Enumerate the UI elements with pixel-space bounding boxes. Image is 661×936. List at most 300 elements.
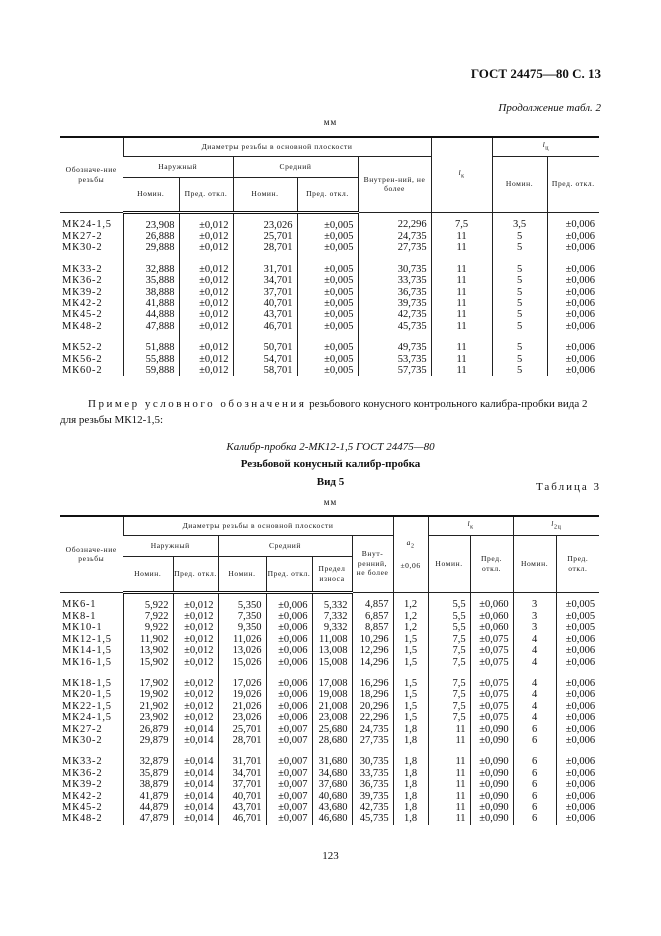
table-cell: ±0,007 xyxy=(266,813,312,824)
table-cell: 19,902 xyxy=(123,689,173,700)
table-cell: ±0,006 xyxy=(547,342,599,353)
table-cell: 7,5 xyxy=(428,689,470,700)
table-cell: 7,5 xyxy=(428,645,470,656)
table-cell: 11,902 xyxy=(123,634,173,645)
thread-designation: МК8-1 xyxy=(62,610,97,622)
thread-designation: МК20-1,5 xyxy=(62,689,112,701)
group-spacer xyxy=(60,254,599,264)
unit-label: мм xyxy=(323,117,338,127)
table-cell: 7,5 xyxy=(428,712,470,723)
table-cell: 31,701 xyxy=(218,756,266,767)
table-cell: 59,888 xyxy=(123,365,179,376)
table-cell: ±0,006 xyxy=(547,231,599,242)
table-cell: 6 xyxy=(513,779,556,790)
table-cell: 1,8 xyxy=(393,756,428,767)
col-outer-dev: Пред. откл. xyxy=(173,556,218,592)
table-cell: 21,026 xyxy=(218,701,266,712)
table-cell: 1,8 xyxy=(393,802,428,813)
table-cell: 9,922 xyxy=(123,622,173,633)
table-cell: 51,888 xyxy=(123,342,179,353)
col-outer-nom: Номин. xyxy=(123,556,173,592)
table-cell: 7,350 xyxy=(218,611,266,622)
table-cell: 40,680 xyxy=(312,791,352,802)
table-cell: 25,680 xyxy=(312,724,352,735)
col-inner: Внутрен-ний, не более xyxy=(358,156,431,212)
table-cell: 3,5 xyxy=(492,212,547,231)
thread-designation: МК56-2 xyxy=(62,353,103,365)
table-cell: 5,332 xyxy=(312,592,352,611)
table-row xyxy=(60,712,599,723)
table-cell: ±0,006 xyxy=(266,657,312,668)
table-cell: ±0,006 xyxy=(556,735,599,746)
table-cell: ±0,012 xyxy=(179,298,233,309)
thread-designation: МК42-2 xyxy=(62,790,103,802)
thread-designation: МК33-2 xyxy=(62,756,103,768)
table-cell: 3 xyxy=(513,622,556,633)
table-cell: ±0,090 xyxy=(470,724,513,735)
table-cell: 21,008 xyxy=(312,701,352,712)
table-cell: ±0,090 xyxy=(470,768,513,779)
thread-designation: МК48-2 xyxy=(62,320,103,332)
section-title: Резьбовой конусный калибр-пробка Вид 5 xyxy=(240,458,421,488)
table-cell: ±0,006 xyxy=(547,275,599,286)
table-cell: 18,296 xyxy=(352,689,393,700)
table-row xyxy=(60,611,599,622)
table-cell: ±0,006 xyxy=(556,791,599,802)
table-cell: ±0,012 xyxy=(173,712,218,723)
thread-designation: МК45-2 xyxy=(62,802,103,813)
table-row xyxy=(60,354,599,365)
table-cell: ±0,006 xyxy=(556,678,599,689)
col-outer: Наружный xyxy=(123,156,233,177)
thread-designation: МК36-2 xyxy=(62,275,103,287)
table-cell: 19,008 xyxy=(312,689,352,700)
thread-designation: МК39-2 xyxy=(62,779,103,791)
table-cell: 16,296 xyxy=(352,678,393,689)
table-cell: 11 xyxy=(428,724,470,735)
table-cell: 7,332 xyxy=(312,611,352,622)
table-cell: 5 xyxy=(492,287,547,298)
table-cell: ±0,006 xyxy=(266,592,312,611)
table-cell: 46,701 xyxy=(233,321,297,332)
table-cell: 41,888 xyxy=(123,298,179,309)
table-row xyxy=(60,735,599,746)
table-cell: ±0,075 xyxy=(470,712,513,723)
table-cell: 33,735 xyxy=(352,768,393,779)
table-cell: 17,026 xyxy=(218,678,266,689)
col-lc-dev: Пред. откл. xyxy=(547,156,599,212)
table-cell: ±0,006 xyxy=(556,689,599,700)
table-cell: 3 xyxy=(513,592,556,611)
table-cell: 1,8 xyxy=(393,791,428,802)
table-cell: 4 xyxy=(513,689,556,700)
table-cell: ±0,012 xyxy=(173,701,218,712)
table-cell: ±0,007 xyxy=(266,756,312,767)
table-cell: 11 xyxy=(431,264,492,275)
thread-designation: МК27-2 xyxy=(62,230,103,242)
table-cell: 6 xyxy=(513,768,556,779)
table-cell: 58,701 xyxy=(233,365,297,376)
table-cell: 11 xyxy=(431,275,492,286)
table-cell: 30,735 xyxy=(352,756,393,767)
table-cell: 34,680 xyxy=(312,768,352,779)
page-header: ГОСТ 24475—80 С. 13 xyxy=(470,66,601,81)
table-cell: 4,857 xyxy=(352,592,393,611)
col-a2: $a_2$ ±0,06 xyxy=(393,516,428,592)
table-row xyxy=(60,678,599,689)
table-cell: 6 xyxy=(513,813,556,824)
table-cell: ±0,012 xyxy=(179,264,233,275)
table-cell: 26,888 xyxy=(123,231,179,242)
table-cell: 24,735 xyxy=(352,724,393,735)
table-cell: 31,701 xyxy=(233,264,297,275)
table-cell: ±0,005 xyxy=(297,231,358,242)
table-row xyxy=(60,622,599,633)
table-cell: ±0,005 xyxy=(297,354,358,365)
thread-designation: МК52-2 xyxy=(62,342,103,354)
table-row xyxy=(60,287,599,298)
table-cell: 46,680 xyxy=(312,813,352,824)
thread-designation: МК24-1,5 xyxy=(62,219,112,230)
table-cell: 11,008 xyxy=(312,634,352,645)
table-cell: 4 xyxy=(513,678,556,689)
table-cell: ±0,075 xyxy=(470,634,513,645)
table-cell: ±0,005 xyxy=(297,212,358,231)
table-cell: 6 xyxy=(513,735,556,746)
table-cell: ±0,006 xyxy=(556,724,599,735)
table-cell: 36,735 xyxy=(358,287,431,298)
table-cell: 47,879 xyxy=(123,813,173,824)
table-row xyxy=(60,231,599,242)
table-cell: 36,735 xyxy=(352,779,393,790)
table-cell: ±0,014 xyxy=(173,791,218,802)
table-cell: 49,735 xyxy=(358,342,431,353)
table-cell: 6,857 xyxy=(352,611,393,622)
table-cell: 4 xyxy=(513,645,556,656)
table-cell: 1,8 xyxy=(393,724,428,735)
table-cell: 35,888 xyxy=(123,275,179,286)
table-cell: 11 xyxy=(431,321,492,332)
table-cell: 41,879 xyxy=(123,791,173,802)
table-cell: 38,888 xyxy=(123,287,179,298)
table-cell: 11 xyxy=(428,768,470,779)
table-cell: ±0,014 xyxy=(173,756,218,767)
table-cell: 45,735 xyxy=(358,321,431,332)
table-cell: ±0,005 xyxy=(297,342,358,353)
table-cell: 1,8 xyxy=(393,768,428,779)
table-row xyxy=(60,275,599,286)
thread-designation: МК30-2 xyxy=(62,242,103,254)
table-cell: ±0,006 xyxy=(547,298,599,309)
table-cell: 50,701 xyxy=(233,342,297,353)
col-middle-nom: Номин. xyxy=(218,556,266,592)
table-row xyxy=(60,309,599,320)
col-middle-dev: Пред. откл. xyxy=(266,556,312,592)
table-cell: ±0,012 xyxy=(173,634,218,645)
table-cell: ±0,006 xyxy=(556,802,599,813)
col-lk-nom: Номин. xyxy=(428,535,470,592)
table-cell: ±0,006 xyxy=(556,768,599,779)
table-cell: 29,888 xyxy=(123,242,179,253)
table-cell: 28,701 xyxy=(233,242,297,253)
table-cell: 1,5 xyxy=(393,657,428,668)
table-row xyxy=(60,212,599,231)
table-cell: 38,879 xyxy=(123,779,173,790)
thread-table-3 xyxy=(60,515,599,825)
table-cell: ±0,006 xyxy=(266,712,312,723)
table-cell: ±0,006 xyxy=(266,634,312,645)
table-cell: 3 xyxy=(513,611,556,622)
table-cell: 34,701 xyxy=(233,275,297,286)
table-cell: 5 xyxy=(492,298,547,309)
table-row xyxy=(60,768,599,779)
table-cell: ±0,006 xyxy=(547,365,599,376)
page-number: 123 xyxy=(322,850,339,862)
example-paragraph: Пример условного обозначения резьбового конусного контрольного калибра-пробки вида 2 для резьбы МК12-1,5: xyxy=(60,398,588,426)
table-cell: 1,5 xyxy=(393,678,428,689)
table-cell: ±0,007 xyxy=(266,779,312,790)
table-cell: 57,735 xyxy=(358,365,431,376)
table-cell: ±0,006 xyxy=(556,756,599,767)
table-cell: 27,735 xyxy=(358,242,431,253)
col-outer-dev: Пред. откл. xyxy=(179,177,233,212)
table-cell: ±0,012 xyxy=(179,287,233,298)
table-cell: 54,701 xyxy=(233,354,297,365)
table-cell: 11 xyxy=(428,735,470,746)
table-cell: ±0,006 xyxy=(266,645,312,656)
table-cell: ±0,005 xyxy=(297,321,358,332)
col-middle-nom: Номин. xyxy=(233,177,297,212)
thread-designation: МК22-1,5 xyxy=(62,700,112,712)
table-cell: 11 xyxy=(428,779,470,790)
table-cell: 47,888 xyxy=(123,321,179,332)
table-cell: 11,026 xyxy=(218,634,266,645)
table-cell: 40,701 xyxy=(218,791,266,802)
group-spacer xyxy=(60,668,599,678)
table-cell: 1,8 xyxy=(393,779,428,790)
table-cell: 9,332 xyxy=(312,622,352,633)
table-cell: 5 xyxy=(492,365,547,376)
col-wear: Предел износа xyxy=(312,556,352,592)
table-cell: 15,026 xyxy=(218,657,266,668)
table-cell: 1,5 xyxy=(393,701,428,712)
table-cell: 1,5 xyxy=(393,634,428,645)
table-cell: 24,735 xyxy=(358,231,431,242)
table-cell: ±0,014 xyxy=(173,768,218,779)
table-cell: ±0,005 xyxy=(297,309,358,320)
table-cell: ±0,075 xyxy=(470,689,513,700)
table-cell: ±0,014 xyxy=(173,802,218,813)
table-cell: 5,5 xyxy=(428,622,470,633)
table-cell: 34,701 xyxy=(218,768,266,779)
table-continuation-label: Продолжение табл. 2 xyxy=(498,102,601,114)
table-cell: ±0,005 xyxy=(297,287,358,298)
table-cell: 7,5 xyxy=(431,212,492,231)
thread-designation: МК16-1,5 xyxy=(62,656,112,668)
table-cell: ±0,060 xyxy=(470,622,513,633)
col-diameters: Диаметры резьбы в основной плоскости xyxy=(123,137,431,156)
table-cell: ±0,012 xyxy=(173,622,218,633)
table-cell: ±0,006 xyxy=(556,657,599,668)
table-cell: 42,735 xyxy=(358,309,431,320)
table-cell: 6 xyxy=(513,802,556,813)
table-cell: ±0,075 xyxy=(470,657,513,668)
table-cell: 11 xyxy=(428,802,470,813)
table-cell: ±0,005 xyxy=(297,275,358,286)
table-cell: ±0,006 xyxy=(266,622,312,633)
table-cell: 21,902 xyxy=(123,701,173,712)
table-cell: 1,2 xyxy=(393,592,428,611)
table-cell: ±0,006 xyxy=(547,309,599,320)
table-row xyxy=(60,634,599,645)
table-cell: 1,8 xyxy=(393,813,428,824)
table-cell: 5 xyxy=(492,275,547,286)
table-cell: 39,735 xyxy=(352,791,393,802)
table-cell: ±0,090 xyxy=(470,735,513,746)
table-cell: 4 xyxy=(513,657,556,668)
thread-designation: МК18-1,5 xyxy=(62,677,112,689)
thread-designation: МК30-2 xyxy=(62,734,103,746)
table-cell: 28,680 xyxy=(312,735,352,746)
table-cell: 4 xyxy=(513,634,556,645)
table-cell: ±0,090 xyxy=(470,791,513,802)
table-row xyxy=(60,701,599,712)
thread-table-2 xyxy=(60,136,599,376)
table-cell: ±0,090 xyxy=(470,756,513,767)
table-cell: 13,026 xyxy=(218,645,266,656)
table-cell: ±0,005 xyxy=(297,264,358,275)
table-cell: ±0,012 xyxy=(173,592,218,611)
col-middle-dev: Пред. откл. xyxy=(297,177,358,212)
table-cell: ±0,014 xyxy=(173,813,218,824)
table-cell: 42,735 xyxy=(352,802,393,813)
col-lk-dev: Пред. откл. xyxy=(470,535,513,592)
table-cell: ±0,006 xyxy=(547,287,599,298)
table-label: Таблица 3 xyxy=(535,481,601,493)
table-cell: 46,701 xyxy=(218,813,266,824)
table-cell: 11 xyxy=(428,813,470,824)
table-cell: 43,680 xyxy=(312,802,352,813)
table-cell: ±0,012 xyxy=(179,231,233,242)
table-cell: ±0,006 xyxy=(556,813,599,824)
thread-designation: МК45-2 xyxy=(62,309,103,321)
table-cell: ±0,012 xyxy=(179,309,233,320)
table-cell: 35,879 xyxy=(123,768,173,779)
thread-designation: МК24-1,5 xyxy=(62,712,112,724)
table-cell: 5,5 xyxy=(428,592,470,611)
col-designation: Обозначе-ние резьбы xyxy=(60,137,123,212)
table-cell: 26,879 xyxy=(123,724,173,735)
col-middle: Средний xyxy=(218,535,352,556)
col-lk: $l_к$ xyxy=(431,137,492,212)
table-row xyxy=(60,365,599,376)
table-cell: 11 xyxy=(431,242,492,253)
col-diameters: Диаметры резьбы в основной плоскости xyxy=(123,516,393,535)
table-cell: ±0,014 xyxy=(173,724,218,735)
table-cell: ±0,007 xyxy=(266,802,312,813)
table-cell: 11 xyxy=(428,756,470,767)
table-row xyxy=(60,657,599,668)
table-cell: 43,701 xyxy=(218,802,266,813)
thread-designation: МК6-1 xyxy=(62,599,97,610)
table-cell: 23,026 xyxy=(218,712,266,723)
table-cell: 13,902 xyxy=(123,645,173,656)
table-cell: 53,735 xyxy=(358,354,431,365)
table-cell: ±0,012 xyxy=(179,321,233,332)
table-cell: 7,5 xyxy=(428,634,470,645)
table-cell: ±0,006 xyxy=(547,354,599,365)
table-cell: ±0,006 xyxy=(266,689,312,700)
table-cell: ±0,007 xyxy=(266,768,312,779)
table-cell: ±0,012 xyxy=(179,242,233,253)
col-lc: $l_ц$ xyxy=(492,137,599,156)
table-cell: 5,350 xyxy=(218,592,266,611)
table-row xyxy=(60,779,599,790)
table-cell: 20,296 xyxy=(352,701,393,712)
thread-designation: МК42-2 xyxy=(62,297,103,309)
table-cell: 13,008 xyxy=(312,645,352,656)
table-cell: ±0,006 xyxy=(266,678,312,689)
table-row xyxy=(60,298,599,309)
table-cell: ±0,005 xyxy=(297,365,358,376)
table-cell: 40,701 xyxy=(233,298,297,309)
col-inner: Внут-ренний, не более xyxy=(352,535,393,592)
table-cell: 10,296 xyxy=(352,634,393,645)
table-cell: 43,701 xyxy=(233,309,297,320)
table-cell: 22,296 xyxy=(352,712,393,723)
group-spacer xyxy=(60,746,599,756)
table-cell: ±0,006 xyxy=(556,701,599,712)
table-cell: 32,879 xyxy=(123,756,173,767)
table-row xyxy=(60,724,599,735)
col-lc: $l_{2ц}$ xyxy=(513,516,599,535)
table-cell: 23,026 xyxy=(233,212,297,231)
table-cell: ±0,005 xyxy=(556,622,599,633)
table-cell: 7,5 xyxy=(428,678,470,689)
table-cell: 11 xyxy=(431,342,492,353)
table-cell: 31,680 xyxy=(312,756,352,767)
table-cell: ±0,007 xyxy=(266,735,312,746)
table-cell: 1,2 xyxy=(393,622,428,633)
table-row xyxy=(60,791,599,802)
table-cell: 6 xyxy=(513,756,556,767)
table-cell: 7,922 xyxy=(123,611,173,622)
table-cell: 11 xyxy=(431,298,492,309)
table-cell: 17,902 xyxy=(123,678,173,689)
table-cell: ±0,075 xyxy=(470,701,513,712)
table-cell: 45,735 xyxy=(352,813,393,824)
table-cell: 5 xyxy=(492,342,547,353)
table-cell: 8,857 xyxy=(352,622,393,633)
table-cell: ±0,012 xyxy=(179,212,233,231)
thread-designation: МК33-2 xyxy=(62,263,103,275)
table-row xyxy=(60,264,599,275)
table-cell: ±0,005 xyxy=(556,611,599,622)
table-cell: ±0,006 xyxy=(556,712,599,723)
table-cell: ±0,006 xyxy=(547,212,599,231)
table-cell: 39,735 xyxy=(358,298,431,309)
table-cell: 37,680 xyxy=(312,779,352,790)
table-cell: 44,888 xyxy=(123,309,179,320)
table-cell: ±0,012 xyxy=(179,365,233,376)
table-cell: 11 xyxy=(431,231,492,242)
table-cell: 11 xyxy=(431,287,492,298)
table-cell: 5 xyxy=(492,264,547,275)
table-cell: ±0,075 xyxy=(470,678,513,689)
table-cell: ±0,006 xyxy=(547,264,599,275)
table-row xyxy=(60,321,599,332)
table-cell: 30,735 xyxy=(358,264,431,275)
